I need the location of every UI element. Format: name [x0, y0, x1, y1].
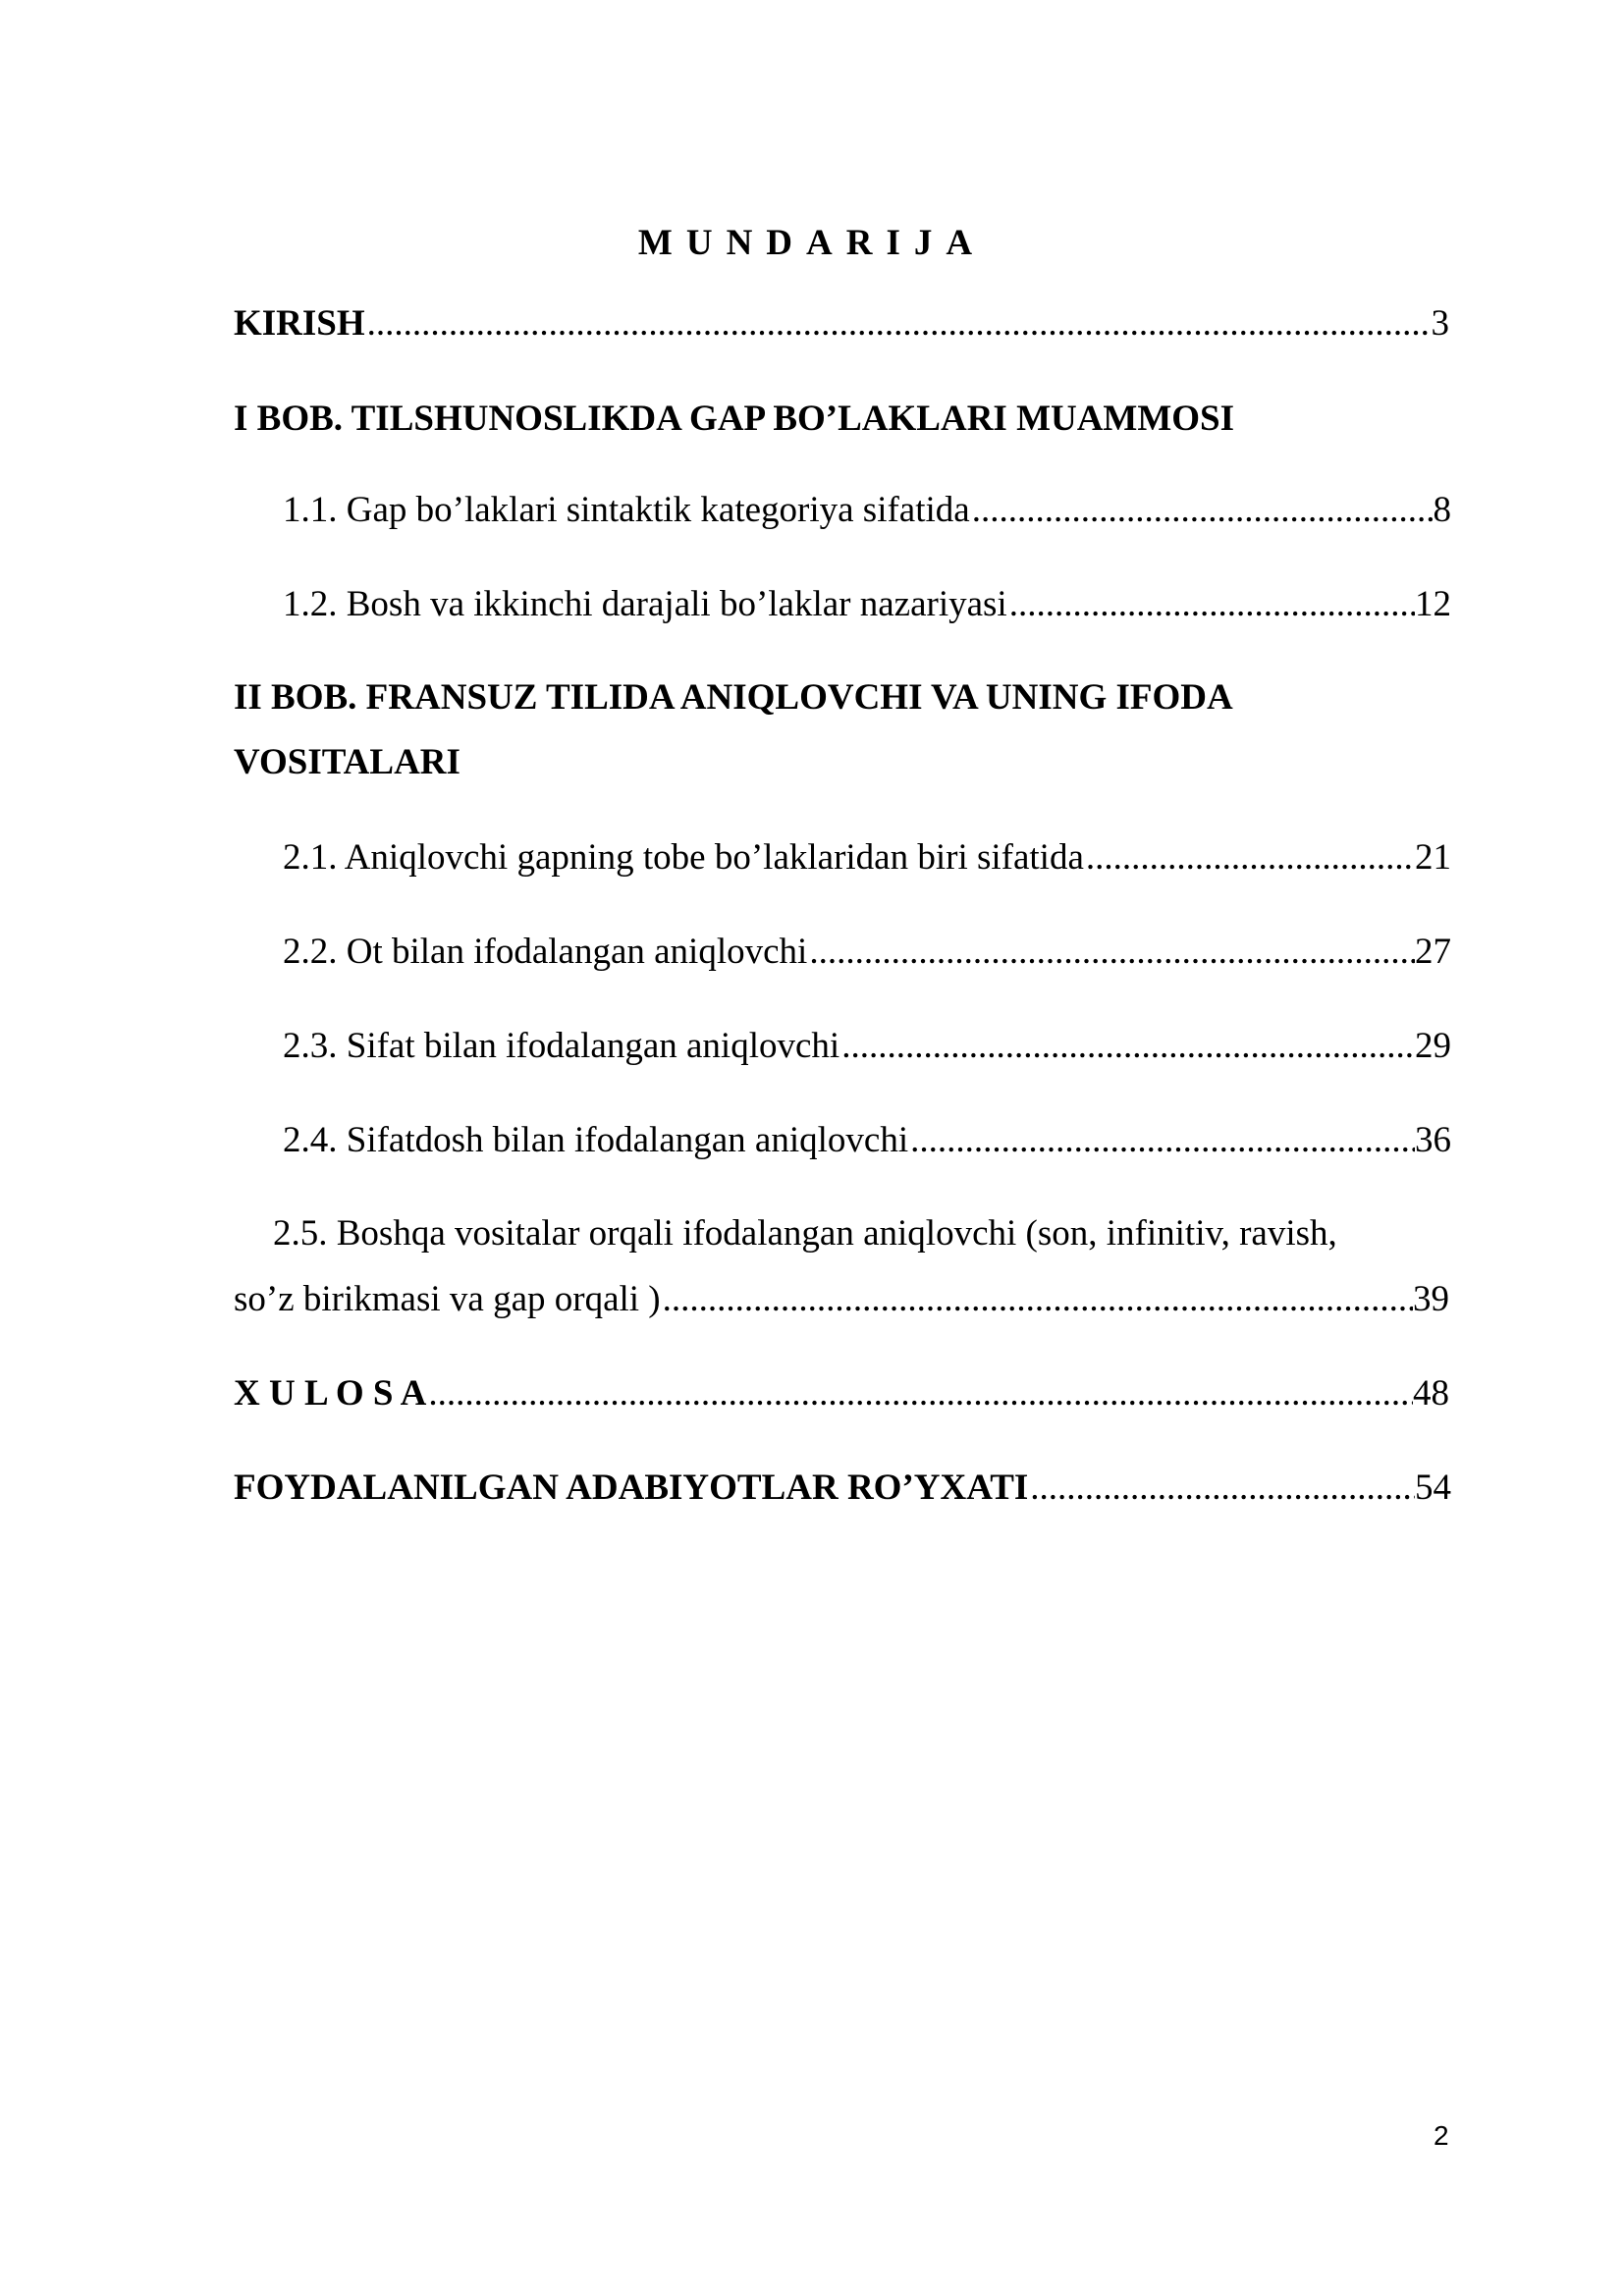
- toc-entry-2-1: [283, 832, 1451, 883]
- toc-entry-label: 2.1. Aniqlovchi gapning tobe bo’laklaridan biri sifatida: [283, 832, 1086, 883]
- toc-entry-1-2: [283, 579, 1451, 630]
- toc-page-number: 36: [1415, 1120, 1451, 1160]
- toc-entry-label: X U L O S A: [234, 1368, 428, 1419]
- dot-leader: [1009, 579, 1415, 630]
- toc-entry-label: 2.3. Sifat bilan ifodalangan aniqlovchi: [283, 1021, 841, 1072]
- toc-page-number: 29: [1415, 1026, 1451, 1066]
- toc-page-number: 39: [1413, 1279, 1449, 1319]
- toc-entry-label: 1.2. Bosh va ikkinchi darajali bo’laklar nazariyasi: [283, 579, 1009, 630]
- toc-entry-xulosa: [234, 1368, 1449, 1419]
- dot-leader: [428, 1368, 1413, 1419]
- toc-page-number: 12: [1415, 584, 1451, 624]
- dot-leader: [972, 485, 1434, 536]
- dot-leader: [663, 1274, 1413, 1325]
- dot-leader: [367, 298, 1432, 349]
- toc-entry-label: KIRISH: [234, 298, 367, 349]
- toc-chapter-2-line1: II BOB. FRANSUZ TILIDA ANIQLOVCHI VA UNING IFODA: [234, 677, 1233, 718]
- toc-page-number: 8: [1433, 490, 1451, 530]
- dot-leader: [809, 927, 1415, 978]
- toc-entry-2-5-line1: 2.5. Boshqa vositalar orqali ifodalangan aniqlovchi (son, infinitiv, ravish,: [273, 1213, 1337, 1254]
- dot-leader: [841, 1021, 1415, 1072]
- toc-chapter-2-line2: VOSITALARI: [234, 742, 460, 782]
- toc-page-number: 54: [1415, 1468, 1451, 1508]
- toc-entry-kirish: [234, 298, 1449, 349]
- page-number: 2: [1434, 2120, 1449, 2151]
- dot-leader: [1030, 1463, 1415, 1514]
- toc-chapter-1: I BOB. TILSHUNOSLIKDA GAP BO’LAKLARI MUAMMOSI: [234, 399, 1235, 439]
- toc-page-number: 3: [1431, 303, 1449, 344]
- toc-entry-adabiyotlar: [234, 1463, 1451, 1514]
- toc-entry-2-2: [283, 927, 1451, 978]
- toc-page-number: 21: [1415, 837, 1451, 878]
- dot-leader: [910, 1115, 1415, 1166]
- toc-entry-label: 2.2. Ot bilan ifodalangan aniqlovchi: [283, 927, 809, 978]
- toc-title: MUNDARIJA: [637, 223, 987, 263]
- toc-entry-label: 1.1. Gap bo’laklari sintaktik kategoriya sifatida: [283, 485, 972, 536]
- dot-leader: [1086, 832, 1415, 883]
- toc-entry-label: so’z birikmasi va gap orqali ): [234, 1274, 663, 1325]
- toc-entry-2-5-line2: [234, 1274, 1449, 1325]
- toc-entry-label: 2.4. Sifatdosh bilan ifodalangan aniqlovchi: [283, 1115, 910, 1166]
- toc-entry-2-4: [283, 1115, 1451, 1166]
- toc-entry-1-1: [283, 485, 1451, 536]
- toc-entry-label: FOYDALANILGAN ADABIYOTLAR RO’YXATI: [234, 1463, 1030, 1514]
- toc-page-number: 48: [1413, 1373, 1449, 1414]
- toc-page-number: 27: [1415, 932, 1451, 972]
- toc-entry-2-3: [283, 1021, 1451, 1072]
